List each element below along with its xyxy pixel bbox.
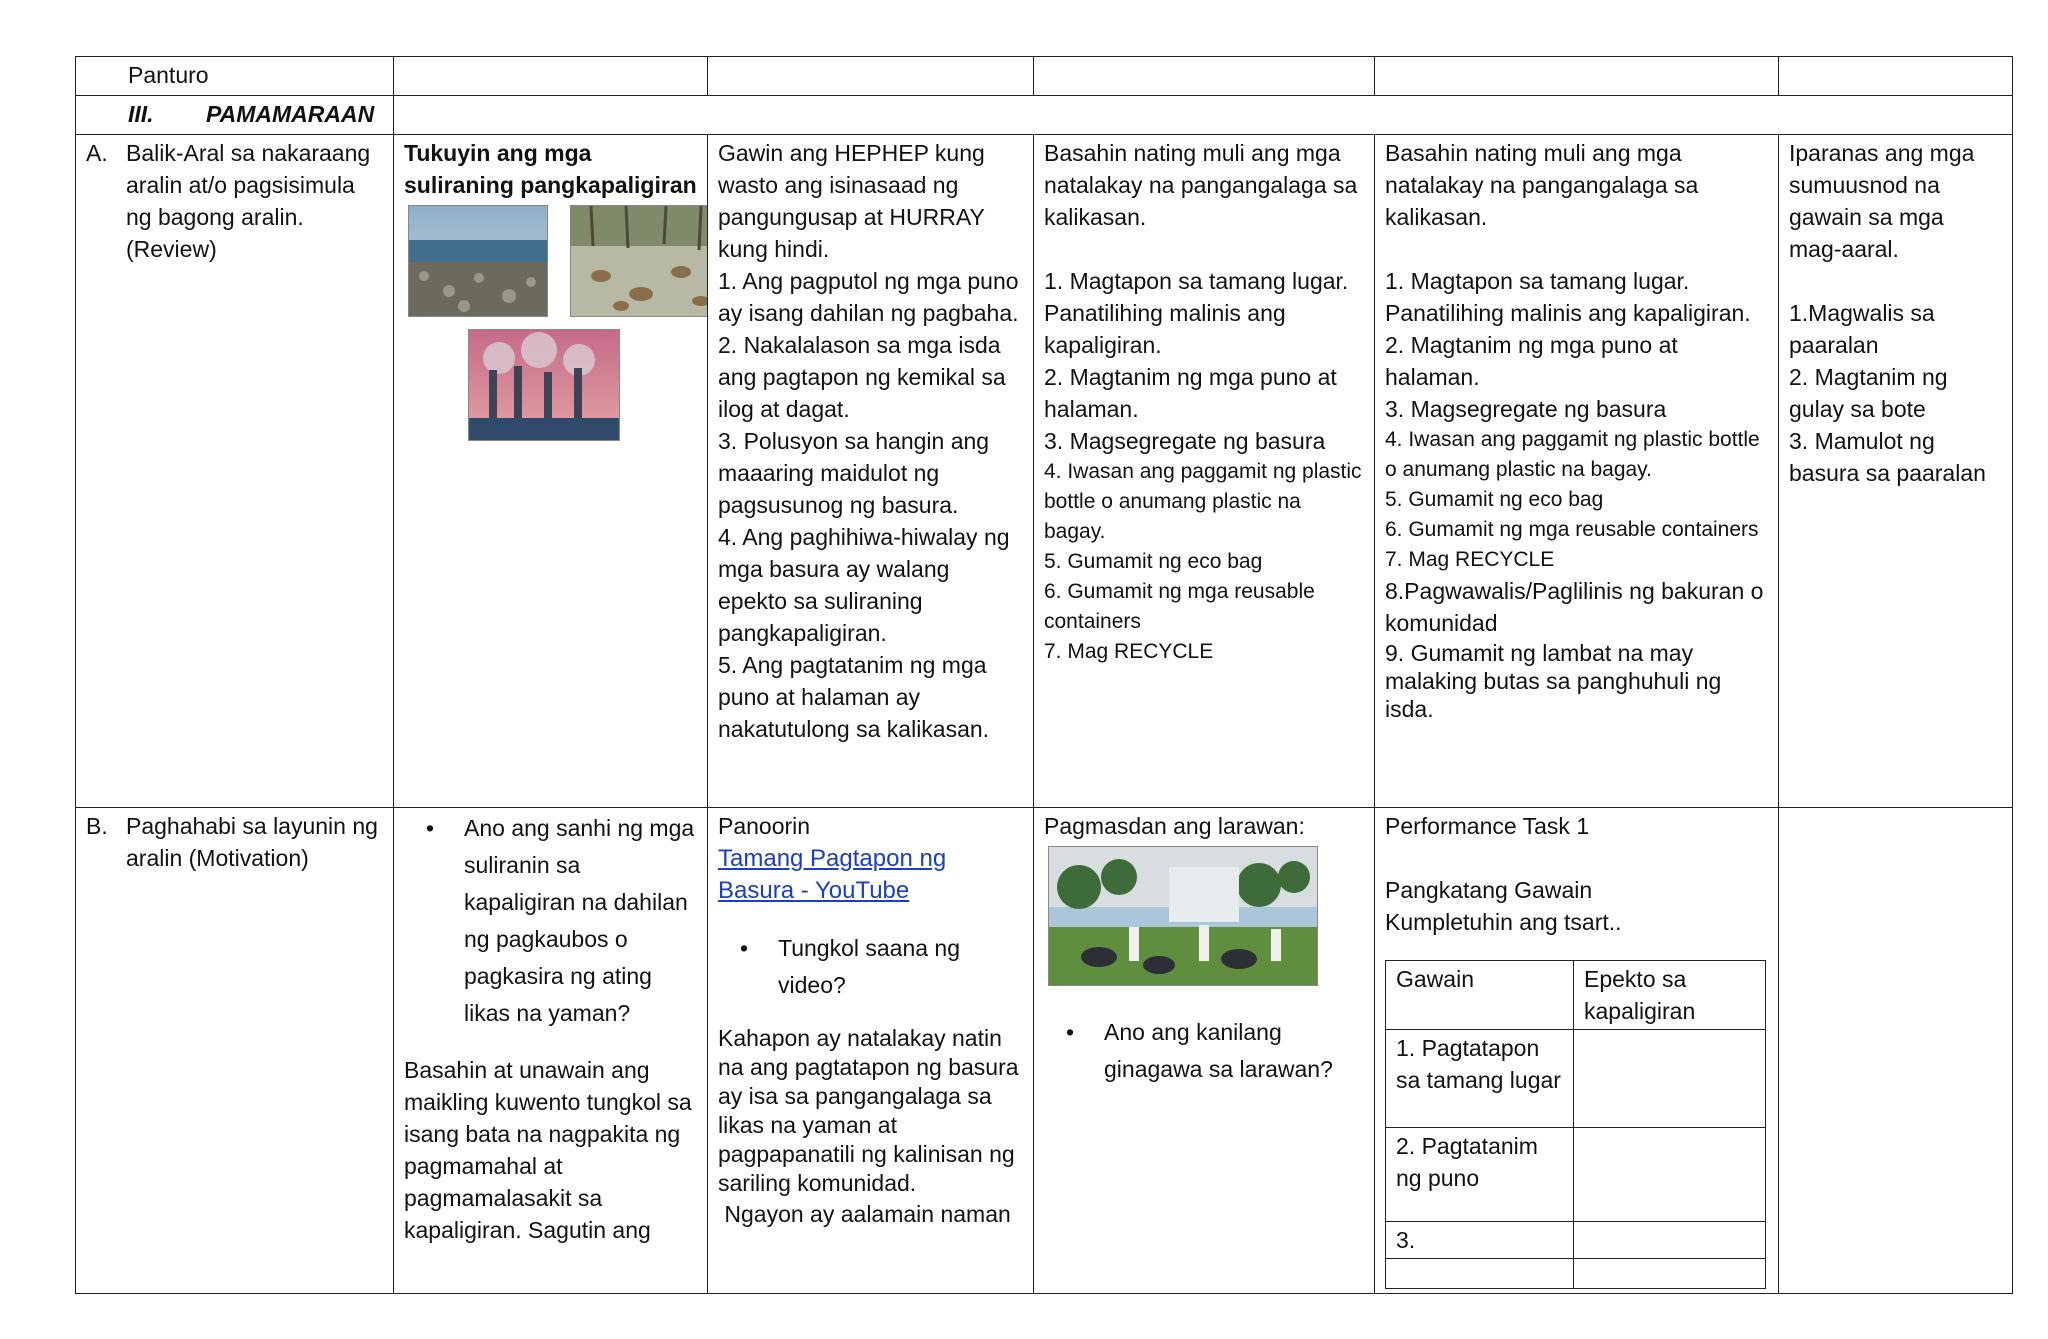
row-a-day5-item: 2. Magtanim ng gulay sa bote [1789,364,1948,422]
row-a-day4-item: 1. Magtapon sa tamang lugar. Panatilihing malinis ang kapaligiran. [1385,268,1751,326]
row-b-day4-heading: Performance Task 1 [1385,813,1590,839]
row-b-day3-heading: Pagmasdan ang larawan: [1044,813,1305,839]
chart-row-effect [1574,1128,1766,1222]
panturo-day3 [1034,57,1375,96]
youtube-video-link[interactable]: Tamang Pagtapon ng Basura - YouTube [718,845,947,904]
row-b-label: Paghahabi sa layunin ng aralin (Motivation) [126,813,378,871]
performance-chart-table [1385,960,1766,1289]
row-section-heading [76,96,2013,135]
section-heading-cell [76,96,394,135]
chart-row-activity [1386,1259,1574,1289]
section-title: PAMAMARAAN [205,101,375,127]
row-a-day5 [1779,135,2013,808]
row-a-label-cell [76,135,394,808]
chart-row [1386,1222,1766,1259]
row-a-label: Balik-Aral sa nakaraang aralin at/o pagsisimula ng bagong aralin.(Review) [126,140,371,262]
row-b-day3-bullet: • Ano ang kanilang ginagawa sa larawan? [1044,1014,1364,1088]
chart-row-activity: 3. [1386,1222,1574,1259]
row-a-day3 [1034,135,1375,808]
panturo-label-cell [76,57,394,96]
chart-row-activity: 2. Pagtatanim ng puno [1386,1128,1574,1222]
row-a-day3-item: 2. Magtanim ng mga puno at halaman. [1044,364,1337,422]
panturo-day4 [1375,57,1779,96]
row-a-day3-intro: Basahin nating muli ang mga natalakay na pangangalaga sa kalikasan. [1044,140,1358,230]
row-b-day2-text2: Ngayon ay aalamain naman [718,1201,1011,1227]
row-a-day4-item: 8.Pagwawalis/Paglilinis ng bakuran o komunidad [1385,578,1764,636]
row-a-day4-item: 7. Mag RECYCLE [1385,548,1555,571]
row-b-day5 [1779,808,2013,1294]
chart-row-effect [1574,1030,1766,1128]
polluted-river-image [408,205,548,317]
chart-header-gawain: Gawain [1386,961,1574,1030]
row-b-day3 [1034,808,1375,1294]
row-b-day1 [394,808,708,1294]
row-a-day3-item: 7. Mag RECYCLE [1044,640,1214,663]
row-a-day1-heading: Tukuyin ang mga suliraning pangkapaligiran [404,140,697,198]
row-a-day5-item: 3. Mamulot ng basura sa paaralan [1789,428,1986,486]
row-b-day4 [1375,808,1779,1294]
row-a-letter: A. [86,140,108,166]
row-a-day3-item: 5. Gumamit ng eco bag [1044,550,1263,573]
row-a-day4-item: 4. Iwasan ang paggamit ng plastic bottle o anumang plastic na bagay. [1385,428,1760,481]
chart-row [1386,1128,1766,1222]
panturo-day2 [708,57,1034,96]
row-b-motivation [76,808,2013,1294]
row-a-day2 [708,135,1034,808]
row-b-label-cell [76,808,394,1294]
row-b-day1-list [404,810,697,1032]
chart-row-activity: 1. Pagtatapon sa tamang lugar [1386,1030,1574,1128]
lesson-plan-page [75,56,2012,1294]
row-a-day4-item: 6. Gumamit ng mga reusable containers [1385,518,1759,541]
row-b-day2-list [718,930,1023,1004]
row-a-day4-item: 5. Gumamit ng eco bag [1385,488,1604,511]
row-b-day2-bullet: • Tungkol saana ng video? [718,930,1023,1004]
lesson-plan-table [75,56,2013,1294]
row-b-day4-sub2: Kumpletuhin ang tsart.. [1385,909,1622,935]
chart-header-row [1386,961,1766,1030]
row-b-day2-text: Kahapon ay natalakay natin na ang pagtatapon ng basura ay isa sa pangangalaga sa likas na yaman at pagpapanatili ng kalinisan ng sariling komunidad. [718,1025,1019,1196]
panturo-day5 [1779,57,2013,96]
row-a-day3-item: 6. Gumamit ng mga reusable containers [1044,580,1315,633]
row-panturo [76,57,2013,96]
row-b-day1-bullet: • Ano ang sanhi ng mga suliranin sa kapaligiran na dahilan ng pagkaubos o pagkasira ng ating likas na yaman? [404,810,697,1032]
row-a-day1 [394,135,708,808]
row-b-day2-heading: Panoorin [718,813,811,839]
chart-row [1386,1030,1766,1128]
row-a-day3-item: 4. Iwasan ang paggamit ng plastic bottle o anumang plastic na bagay. [1044,460,1362,543]
row-a-day4-item: 2. Magtanim ng mga puno at halaman. [1385,332,1678,390]
panturo-label: Panturo [128,62,209,88]
row-a-day4-intro: Basahin nating muli ang mga natalakay na pangangalaga sa kalikasan. [1385,140,1699,230]
row-a-day5-intro: Iparanas ang mga sumuusnod na gawain sa mga mag-aaral. [1789,140,1975,262]
row-a-day4-item: 9. Gumamit ng lambat na may malaking butas sa panghuhuli ng isda. [1385,640,1722,722]
row-a-day4 [1375,135,1779,808]
row-b-day2 [708,808,1034,1294]
students-cleaning-image [1048,846,1318,986]
chart-row-effect [1574,1259,1766,1289]
section-number: III. [128,101,154,127]
row-b-day1-text: Basahin at unawain ang maikling kuwento tungkol sa isang bata na nagpakita ng pagmamahal at pagmamalasakit sa kapaligiran. Sagutin ang [404,1057,692,1243]
row-a-day2-text: Gawin ang HEPHEP kung wasto ang isinasaad ng pangungusap at HURRAY kung hindi. 1. Ang pagputol ng mga puno ay isang dahilan ng pagbaha. 2. Nakalalason sa mga isda ang pagtapon ng kemikal sa ilog at dagat. 3. Polusyon sa hangin ang maaaring maidulot ng pagsusunog ng basura. 4. Ang paghihiwa-hiwalay ng mga basura ay walang epekto sa suliraning pangkapaligiran. 5. Ang pagtatanim ng mga puno at halaman ay nakatutulong sa kalikasan. [718,140,1019,742]
row-a-review [76,135,2013,808]
chart-header-epekto: Epekto sa kapaligiran [1574,961,1766,1030]
row-a-day5-item: 1.Magwalis sa paaralan [1789,300,1935,358]
chart-row-effect [1574,1222,1766,1259]
row-a-day3-item: 1. Magtapon sa tamang lugar. Panatilihing malinis ang kapaligiran. [1044,268,1349,358]
row-a-day3-item: 3. Magsegregate ng basura [1044,428,1326,454]
row-b-day4-sub1: Pangkatang Gawain [1385,877,1593,903]
row-b-letter: B. [86,813,108,839]
panturo-day1 [394,57,708,96]
row-b-day3-list [1044,1014,1364,1088]
row-a-day4-item: 3. Magsegregate ng basura [1385,396,1667,422]
chart-row [1386,1259,1766,1289]
deforestation-image [570,205,708,317]
factory-smoke-image [468,329,620,441]
section-heading-blank [394,96,2013,135]
